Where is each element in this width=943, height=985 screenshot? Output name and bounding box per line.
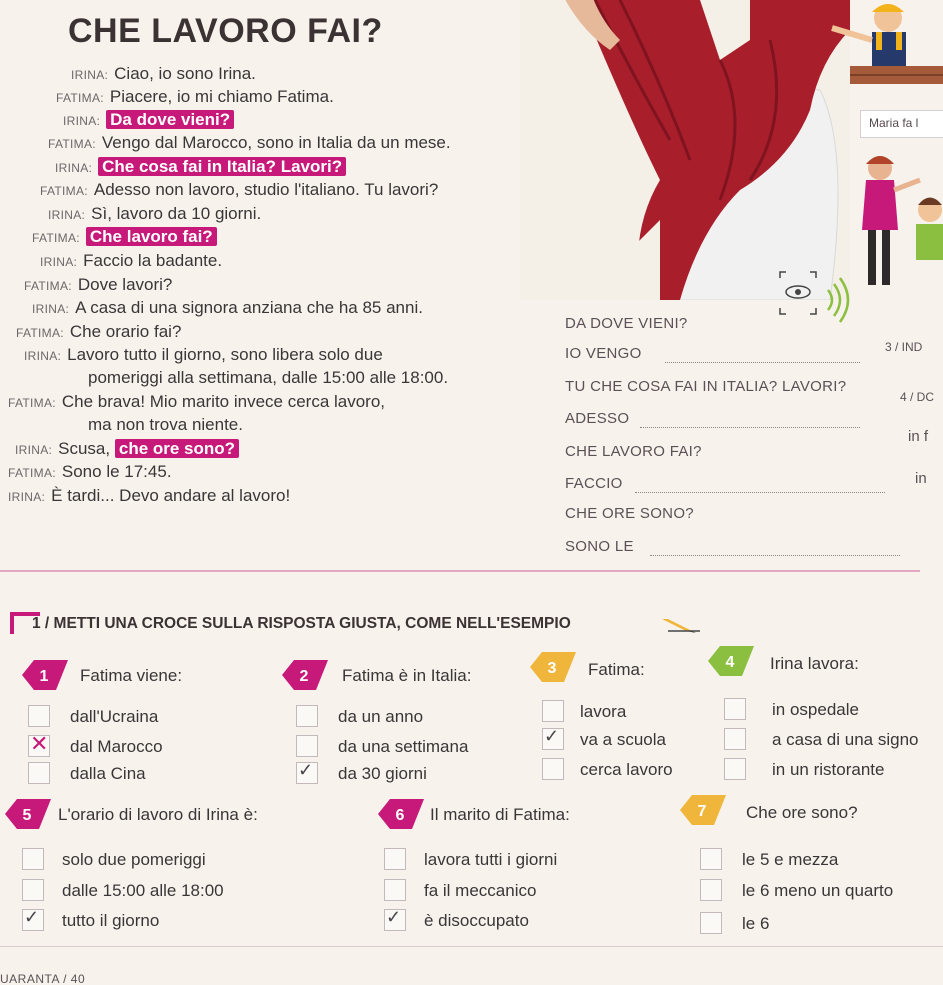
answer-option: a casa di una signo	[772, 730, 919, 749]
worksheet-question: CHE ORE SONO?	[565, 505, 694, 522]
answer-option: le 6	[742, 914, 770, 933]
question-number-badge	[22, 660, 68, 690]
line-text: È tardi... Devo andare al lavoro!	[51, 486, 291, 505]
worksheet-question: DA DOVE VIENI?	[565, 315, 688, 332]
answer-option: da 30 giorni	[338, 764, 427, 783]
answer-checkbox[interactable]	[700, 912, 722, 934]
question-prompt: Che ore sono?	[746, 803, 858, 822]
question-prompt: L'orario di lavoro di Irina è:	[58, 805, 258, 824]
speaker-label: IRINA:	[48, 208, 86, 222]
section-divider	[0, 570, 920, 572]
line-text: Che orario fai?	[69, 322, 182, 341]
question-number: 7	[697, 803, 707, 820]
line-text: Dove lavori?	[77, 275, 173, 294]
highlighted-question: che ore sono?	[115, 439, 239, 458]
dialogue-line	[55, 157, 346, 177]
question-prompt: Fatima viene:	[80, 666, 183, 685]
speaker-label: IRINA:	[32, 302, 70, 316]
answer-option: dalla Cina	[70, 764, 146, 783]
dialogue-line	[16, 322, 181, 342]
speaker-label: FATIMA:	[40, 184, 88, 198]
dialogue-line	[24, 275, 172, 295]
speaker-label: FATIMA:	[16, 326, 64, 340]
dialogue-line	[32, 227, 217, 247]
construction-worker-illustration	[820, 0, 943, 90]
question-number: 6	[395, 807, 405, 824]
answer-checkbox[interactable]	[724, 728, 746, 750]
dialogue-line	[24, 345, 383, 365]
highlighted-question: Che lavoro fai?	[86, 227, 217, 246]
answer-option: in un ristorante	[772, 760, 885, 779]
worksheet-question: CHE LAVORO FAI?	[565, 443, 702, 460]
cross-mark-icon: ✕	[30, 731, 49, 756]
answer-option: lavora	[580, 702, 627, 721]
page-footer: UARANTA / 40	[0, 972, 86, 985]
question-number-badge	[5, 799, 51, 829]
answer-checkbox[interactable]	[28, 705, 50, 727]
hairdresser-illustration	[850, 150, 943, 300]
listen-eye-icon	[770, 270, 860, 330]
question-number: 3	[547, 660, 557, 677]
answer-option: tutto il giorno	[62, 911, 160, 930]
side-section-ref: 3 / IND	[885, 340, 923, 354]
answer-option: cerca lavoro	[580, 760, 673, 779]
line-text: Ciao, io sono Irina.	[114, 64, 256, 83]
line-text: A casa di una signora anziana che ha 85 anni.	[75, 298, 423, 317]
answer-checkbox[interactable]	[28, 762, 50, 784]
question-prompt: Il marito di Fatima:	[430, 805, 570, 824]
dialogue-line	[8, 392, 385, 412]
answer-blank	[650, 555, 900, 556]
dialogue-line	[8, 462, 172, 482]
answer-checkbox[interactable]	[724, 698, 746, 720]
line-text: Scusa,	[58, 439, 111, 458]
question-prompt: Fatima:	[588, 660, 645, 679]
speaker-label: IRINA:	[55, 161, 93, 175]
pencil-icon	[660, 617, 700, 633]
line-text: Faccio la badante.	[83, 251, 223, 270]
dialogue-line	[48, 133, 451, 153]
answer-blank	[640, 427, 860, 428]
question-number-badge	[282, 660, 328, 690]
line-text: Adesso non lavoro, studio l'italiano. Tu lavori?	[93, 180, 439, 199]
question-number-badge	[708, 646, 754, 676]
dialogue-line	[32, 298, 423, 318]
answer-option: dall'Ucraina	[70, 707, 159, 726]
side-section-ref: 4 / DC	[900, 390, 935, 404]
answer-blank	[665, 362, 860, 363]
check-mark-icon: ✓	[386, 907, 402, 927]
answer-checkbox[interactable]	[700, 848, 722, 870]
answer-option: lavora tutti i giorni	[424, 850, 558, 869]
check-mark-icon: ✓	[24, 907, 40, 927]
answer-option: dal Marocco	[70, 737, 163, 756]
question-prompt: Fatima è in Italia:	[342, 666, 472, 685]
highlighted-question: Da dove vieni?	[106, 110, 234, 129]
speaker-label: FATIMA:	[32, 231, 80, 245]
speaker-label: FATIMA:	[8, 466, 56, 480]
page-title: CHE LAVORO FAI?	[68, 12, 383, 50]
highlighted-question: Che cosa fai in Italia? Lavori?	[98, 157, 346, 176]
question-number: 5	[22, 807, 32, 824]
answer-checkbox[interactable]	[22, 879, 44, 901]
speaker-label: IRINA:	[40, 255, 78, 269]
line-text: Che brava! Mio marito invece cerca lavoro,	[61, 392, 386, 411]
answer-checkbox[interactable]	[22, 848, 44, 870]
answer-option: è disoccupato	[424, 911, 529, 930]
dialogue-continuation: ma non trova niente.	[88, 415, 243, 434]
dialogue-line	[15, 439, 239, 459]
question-number: 4	[725, 654, 735, 671]
bottom-divider	[0, 946, 943, 947]
question-prompt: Irina lavora:	[770, 654, 859, 673]
speaker-label: IRINA:	[71, 68, 109, 82]
answer-option: le 5 e mezza	[742, 850, 839, 869]
dialogue-line	[71, 64, 256, 84]
dialogue-line	[8, 486, 290, 506]
answer-checkbox[interactable]	[296, 735, 318, 757]
speaker-label: FATIMA:	[48, 137, 96, 151]
answer-option: dalle 15:00 alle 18:00	[62, 881, 224, 900]
answer-checkbox[interactable]	[296, 705, 318, 727]
speaker-label: IRINA:	[63, 114, 101, 128]
answer-checkbox[interactable]	[542, 700, 564, 722]
line-text: Sì, lavoro da 10 giorni.	[91, 204, 262, 223]
line-text: Lavoro tutto il giorno, sono libera solo due	[67, 345, 383, 364]
answer-option: fa il meccanico	[424, 881, 537, 900]
answer-option: da un anno	[338, 707, 424, 726]
speaker-label: IRINA:	[15, 443, 53, 457]
answer-option: in ospedale	[772, 700, 859, 719]
exercise-title: 1 / METTI UNA CROCE SULLA RISPOSTA GIUSTA, COME NELL'ESEMPIO	[32, 615, 571, 632]
woman-with-scarf-illustration	[520, 0, 850, 300]
worksheet-prompt: FACCIO	[565, 475, 623, 492]
dialogue-line	[40, 180, 438, 200]
answer-blank	[635, 492, 885, 493]
answer-checkbox[interactable]	[384, 879, 406, 901]
question-number-badge	[530, 652, 576, 682]
check-mark-icon: ✓	[298, 760, 314, 780]
answer-option: va a scuola	[580, 730, 666, 749]
answer-checkbox[interactable]	[724, 758, 746, 780]
question-number: 2	[299, 668, 309, 685]
side-text-fragment: in f	[908, 428, 929, 445]
worksheet-prompt: ADESSO	[565, 410, 630, 427]
dialogue-line	[40, 251, 222, 271]
question-number: 1	[39, 668, 49, 685]
question-number-badge	[378, 799, 424, 829]
side-caption-card: Maria fa l	[860, 110, 943, 138]
dialogue-line	[63, 110, 234, 130]
dialogue-line	[48, 204, 261, 224]
line-text: Sono le 17:45.	[61, 462, 172, 481]
worksheet-prompt: IO VENGO	[565, 345, 642, 362]
question-number-badge	[680, 795, 726, 825]
worksheet-question: TU CHE COSA FAI IN ITALIA? LAVORI?	[565, 378, 847, 395]
dialogue-continuation: pomeriggi alla settimana, dalle 15:00 alle 18:00.	[88, 368, 449, 387]
line-text: Vengo dal Marocco, sono in Italia da un mese.	[101, 133, 451, 152]
line-text: Piacere, io mi chiamo Fatima.	[109, 87, 334, 106]
side-text-fragment: in	[915, 470, 927, 487]
speaker-label: IRINA:	[24, 349, 62, 363]
speaker-label: FATIMA:	[8, 396, 56, 410]
worksheet-prompt: SONO LE	[565, 538, 634, 555]
answer-checkbox[interactable]	[542, 758, 564, 780]
check-mark-icon: ✓	[544, 726, 560, 746]
answer-option: solo due pomeriggi	[62, 850, 206, 869]
dialogue-line	[56, 87, 334, 107]
speaker-label: FATIMA:	[56, 91, 104, 105]
answer-checkbox[interactable]	[384, 848, 406, 870]
answer-option: le 6 meno un quarto	[742, 881, 894, 900]
answer-checkbox[interactable]	[700, 879, 722, 901]
answer-option: da una settimana	[338, 737, 469, 756]
speaker-label: IRINA:	[8, 490, 46, 504]
speaker-label: FATIMA:	[24, 279, 72, 293]
